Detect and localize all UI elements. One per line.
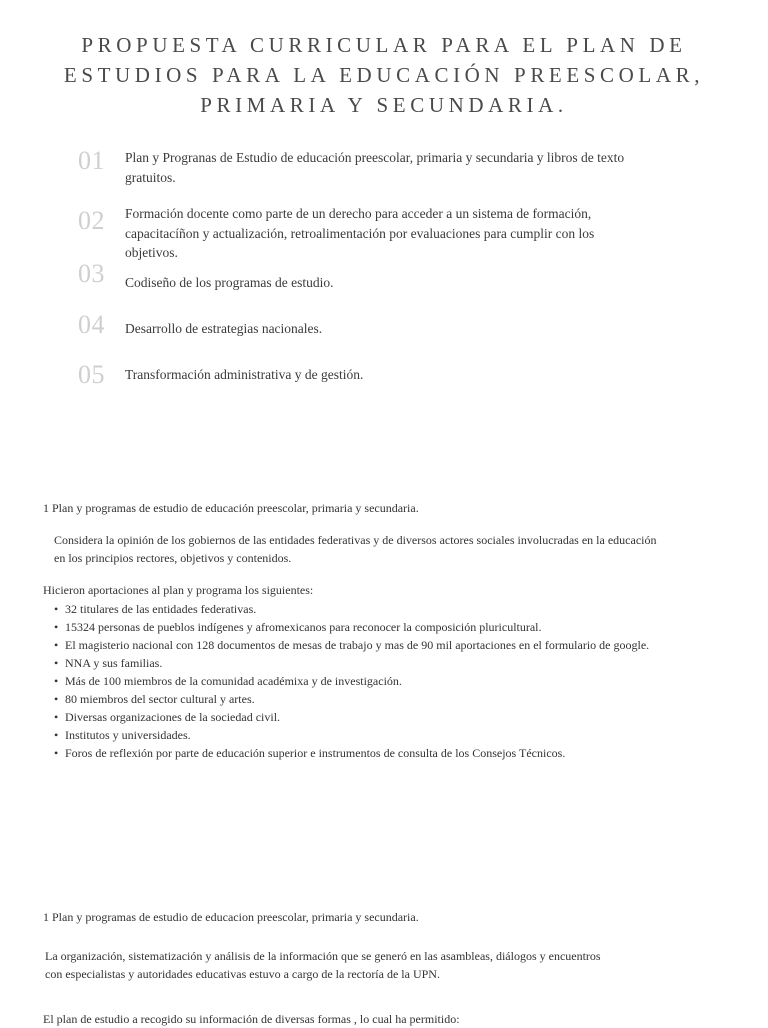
section1-heading: 1 Plan y programas de estudio de educación preescolar, primaria y secundaria. — [43, 501, 419, 515]
item-text: Desarrollo de estrategias nacionales. — [125, 321, 323, 336]
item-number: 05 — [78, 360, 105, 389]
list-item: • 15324 personas de pueblos indígenes y afromexicanos para reconocer la composición pluricultural. — [54, 618, 674, 636]
list-item: • Foros de reflexión por parte de educación superior e instrumentos de consulta de los Consejos Técnicos. — [54, 744, 674, 762]
section1-paragraph: Considera la opinión de los gobiernos de las entidades federativas y de diversos actores sociales involucradas en la educación en los principios rectores, objetivos y contenidos. — [54, 533, 657, 565]
title-line-3: PRIMARIA Y SECUNDARIA. — [200, 93, 568, 117]
section2-paragraph: La organización, sistematización y análisis de la información que se generó en las asambleas, diálogos y encuentros con especialistas y autoridades educativas estuvo a cargo de la rectoría de la UPN. — [45, 949, 601, 981]
title-line-1: PROPUESTA CURRICULAR PARA EL PLAN DE — [81, 33, 687, 57]
item-text: Transformación administrativa y de gestión. — [125, 367, 364, 382]
page-title — [0, 30, 768, 120]
section2-heading: 1 Plan y programas de estudio de educacion preescolar, primaria y secundaria. — [43, 910, 419, 924]
item-number: 01 — [78, 146, 105, 175]
list-item: • Diversas organizaciones de la sociedad civil. — [54, 708, 674, 726]
item-text: Plan y Progranas de Estudio de educación preescolar, primaria y secundaria y libros de texto gratuitos. — [125, 150, 625, 185]
section2-intro: El plan de estudio a recogido su información de diversas formas , lo cual ha permitido: — [43, 1012, 460, 1026]
item-text: Formación docente como parte de un derecho para acceder a un sistema de formación, capacitacíñon y actualización, retroalimentación por evaluaciones para cumplir con los objetivos. — [125, 206, 595, 260]
list-item: • NNA y sus familias. — [54, 654, 674, 672]
list-item: • 32 titulares de las entidades federativas. — [54, 600, 674, 618]
item-text: Codiseño de los programas de estudio. — [125, 275, 334, 290]
list-item: • El magisterio nacional con 128 documentos de mesas de trabajo y mas de 90 mil aportaciones en el formulario de google. — [54, 636, 674, 654]
list-item: • 80 miembros del sector cultural y artes. — [54, 690, 674, 708]
title-line-2: ESTUDIOS PARA LA EDUCACIÓN PREESCOLAR, — [63, 63, 705, 87]
item-number: 02 — [78, 206, 105, 235]
contributors-list — [54, 600, 674, 762]
item-number: 03 — [78, 259, 105, 288]
section1-intro: Hicieron aportaciones al plan y programa los siguientes: — [43, 583, 314, 597]
list-item: • Más de 100 miembros de la comunidad académixa y de investigación. — [54, 672, 674, 690]
item-number: 04 — [78, 310, 105, 339]
list-item: • Institutos y universidades. — [54, 726, 674, 744]
